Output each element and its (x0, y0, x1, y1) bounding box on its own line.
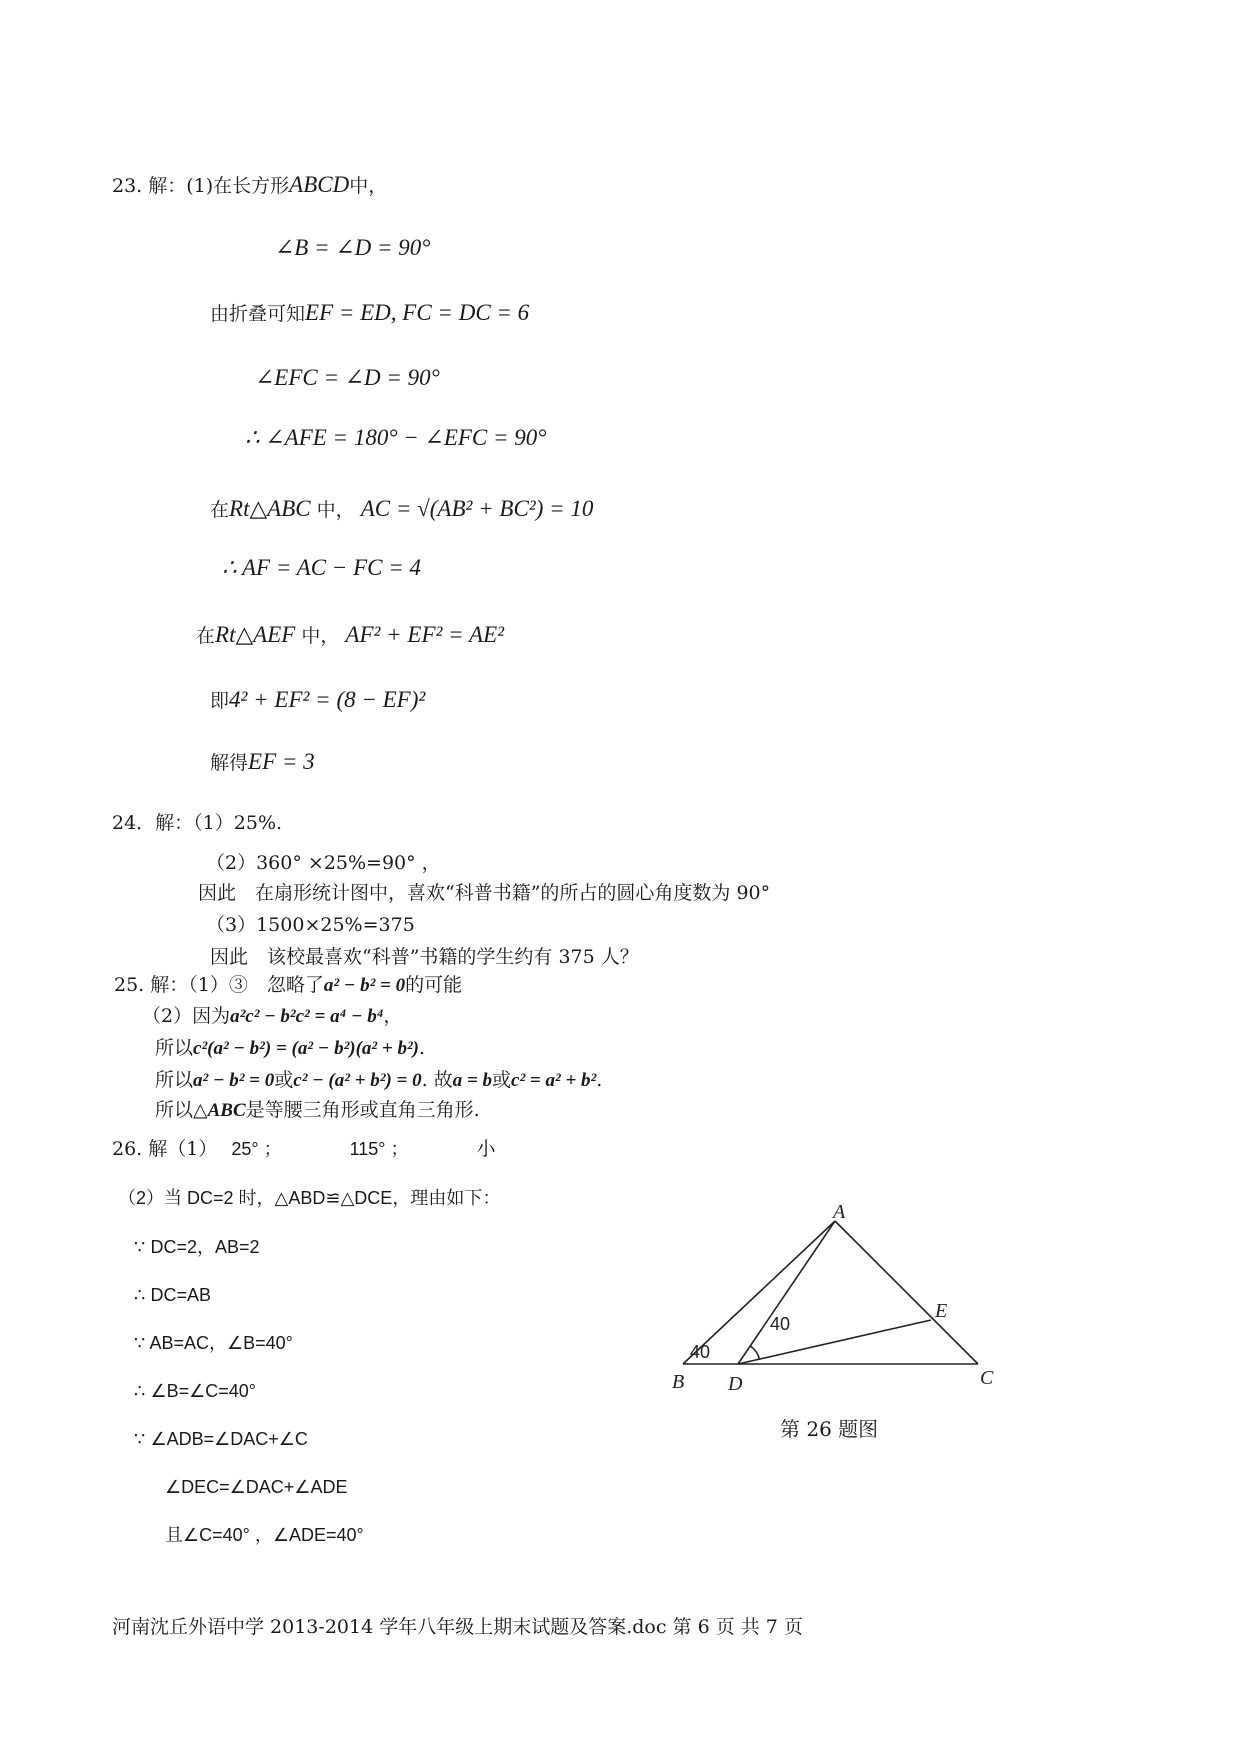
q23-line2: 由折叠可知EF = ED, FC = DC = 6 (210, 300, 530, 325)
q25-line1: 25. 解：（1）③ 忽略了a² − b² = 0的可能 (114, 974, 463, 996)
vertex-label-d: D (728, 1373, 743, 1395)
vertex-label-b: B (672, 1371, 685, 1393)
q26-step-7: 且∠C=40° ，∠ADE=40° (165, 1525, 364, 1545)
angle-label-b: 40 (690, 1342, 711, 1362)
q25-line2: （2）因为a²c² − b²c² = a⁴ − b⁴， (142, 1005, 403, 1027)
q26-line1: 26. 解（1） 25° ； 115° ； 小 (112, 1138, 496, 1160)
q23-line3: ∠EFC = ∠D = 90° (255, 365, 440, 390)
q25-line3: 所以c²(a² − b²) = (a² − b²)(a² + b²). (155, 1037, 426, 1059)
figure-caption: 第 26 题图 (780, 1417, 879, 1441)
segment-de (738, 1320, 931, 1364)
q23-line8: 即4² + EF² = (8 − EF)² (210, 687, 426, 712)
q26-step-3: ∵ AB=AC，∠B=40° (134, 1333, 293, 1353)
q24-line3: 因此 在扇形统计图中，喜欢“科普书籍”的所占的圆心角度数为 90° (198, 882, 771, 904)
q23-line5: 在Rt△ABC 中， AC = √(AB² + BC²) = 10 (210, 496, 594, 521)
q26-step-6: ∠DEC=∠DAC+∠ADE (165, 1477, 348, 1497)
triangle-figure (670, 1205, 1010, 1405)
q23-line6: ∴ AF = AC − FC = 4 (222, 555, 421, 580)
side-ac (835, 1221, 978, 1364)
q26-step-4: ∴ ∠B=∠C=40° (134, 1381, 256, 1401)
q26-line2: （2）当 DC=2 时，△ABD≌△DCE，理由如下： (118, 1188, 501, 1208)
q23-line7: 在Rt△AEF 中， AF² + EF² = AE² (196, 622, 505, 647)
q24-line4: （3）1500×25%=375 (206, 914, 415, 936)
q24-line1: 24．解：（1）25%. (112, 812, 283, 834)
vertex-label-e: E (935, 1300, 948, 1322)
angle-label-d: 40 (770, 1314, 791, 1334)
segment-ad (738, 1221, 835, 1364)
q25-line5: 所以△ABC是等腰三角形或直角三角形. (155, 1099, 480, 1121)
q25-line4: 所以a² − b² = 0或c² − (a² + b²) = 0. 故a = b或c² = a² + b². (155, 1069, 603, 1091)
page-footer: 河南沈丘外语中学 2013-2014 学年八年级上期末试题及答案.doc 第 6 页 共 7 页 (112, 1616, 803, 1638)
vertex-label-a: A (833, 1205, 846, 1223)
vertex-label-c: C (980, 1367, 994, 1389)
q23-header: 23. 解：(1)在长方形ABCD中， (112, 172, 388, 197)
q23-line9: 解得EF = 3 (210, 749, 315, 774)
q24-line5: 因此 该校最喜欢“科普”书籍的学生约有 375 人？ (210, 946, 639, 968)
angle-arc-d (750, 1346, 759, 1359)
q23-line1: ∠B = ∠D = 90° (275, 235, 431, 260)
q24-line2: （2）360° ×25%=90° ， (206, 852, 441, 874)
q23-line4: ∴ ∠AFE = 180° − ∠EFC = 90° (245, 425, 547, 450)
q26-step-2: ∴ DC=AB (134, 1285, 211, 1305)
q26-step-5: ∵ ∠ADB=∠DAC+∠C (134, 1429, 308, 1449)
q26-step-1: ∵ DC=2，AB=2 (134, 1237, 260, 1257)
